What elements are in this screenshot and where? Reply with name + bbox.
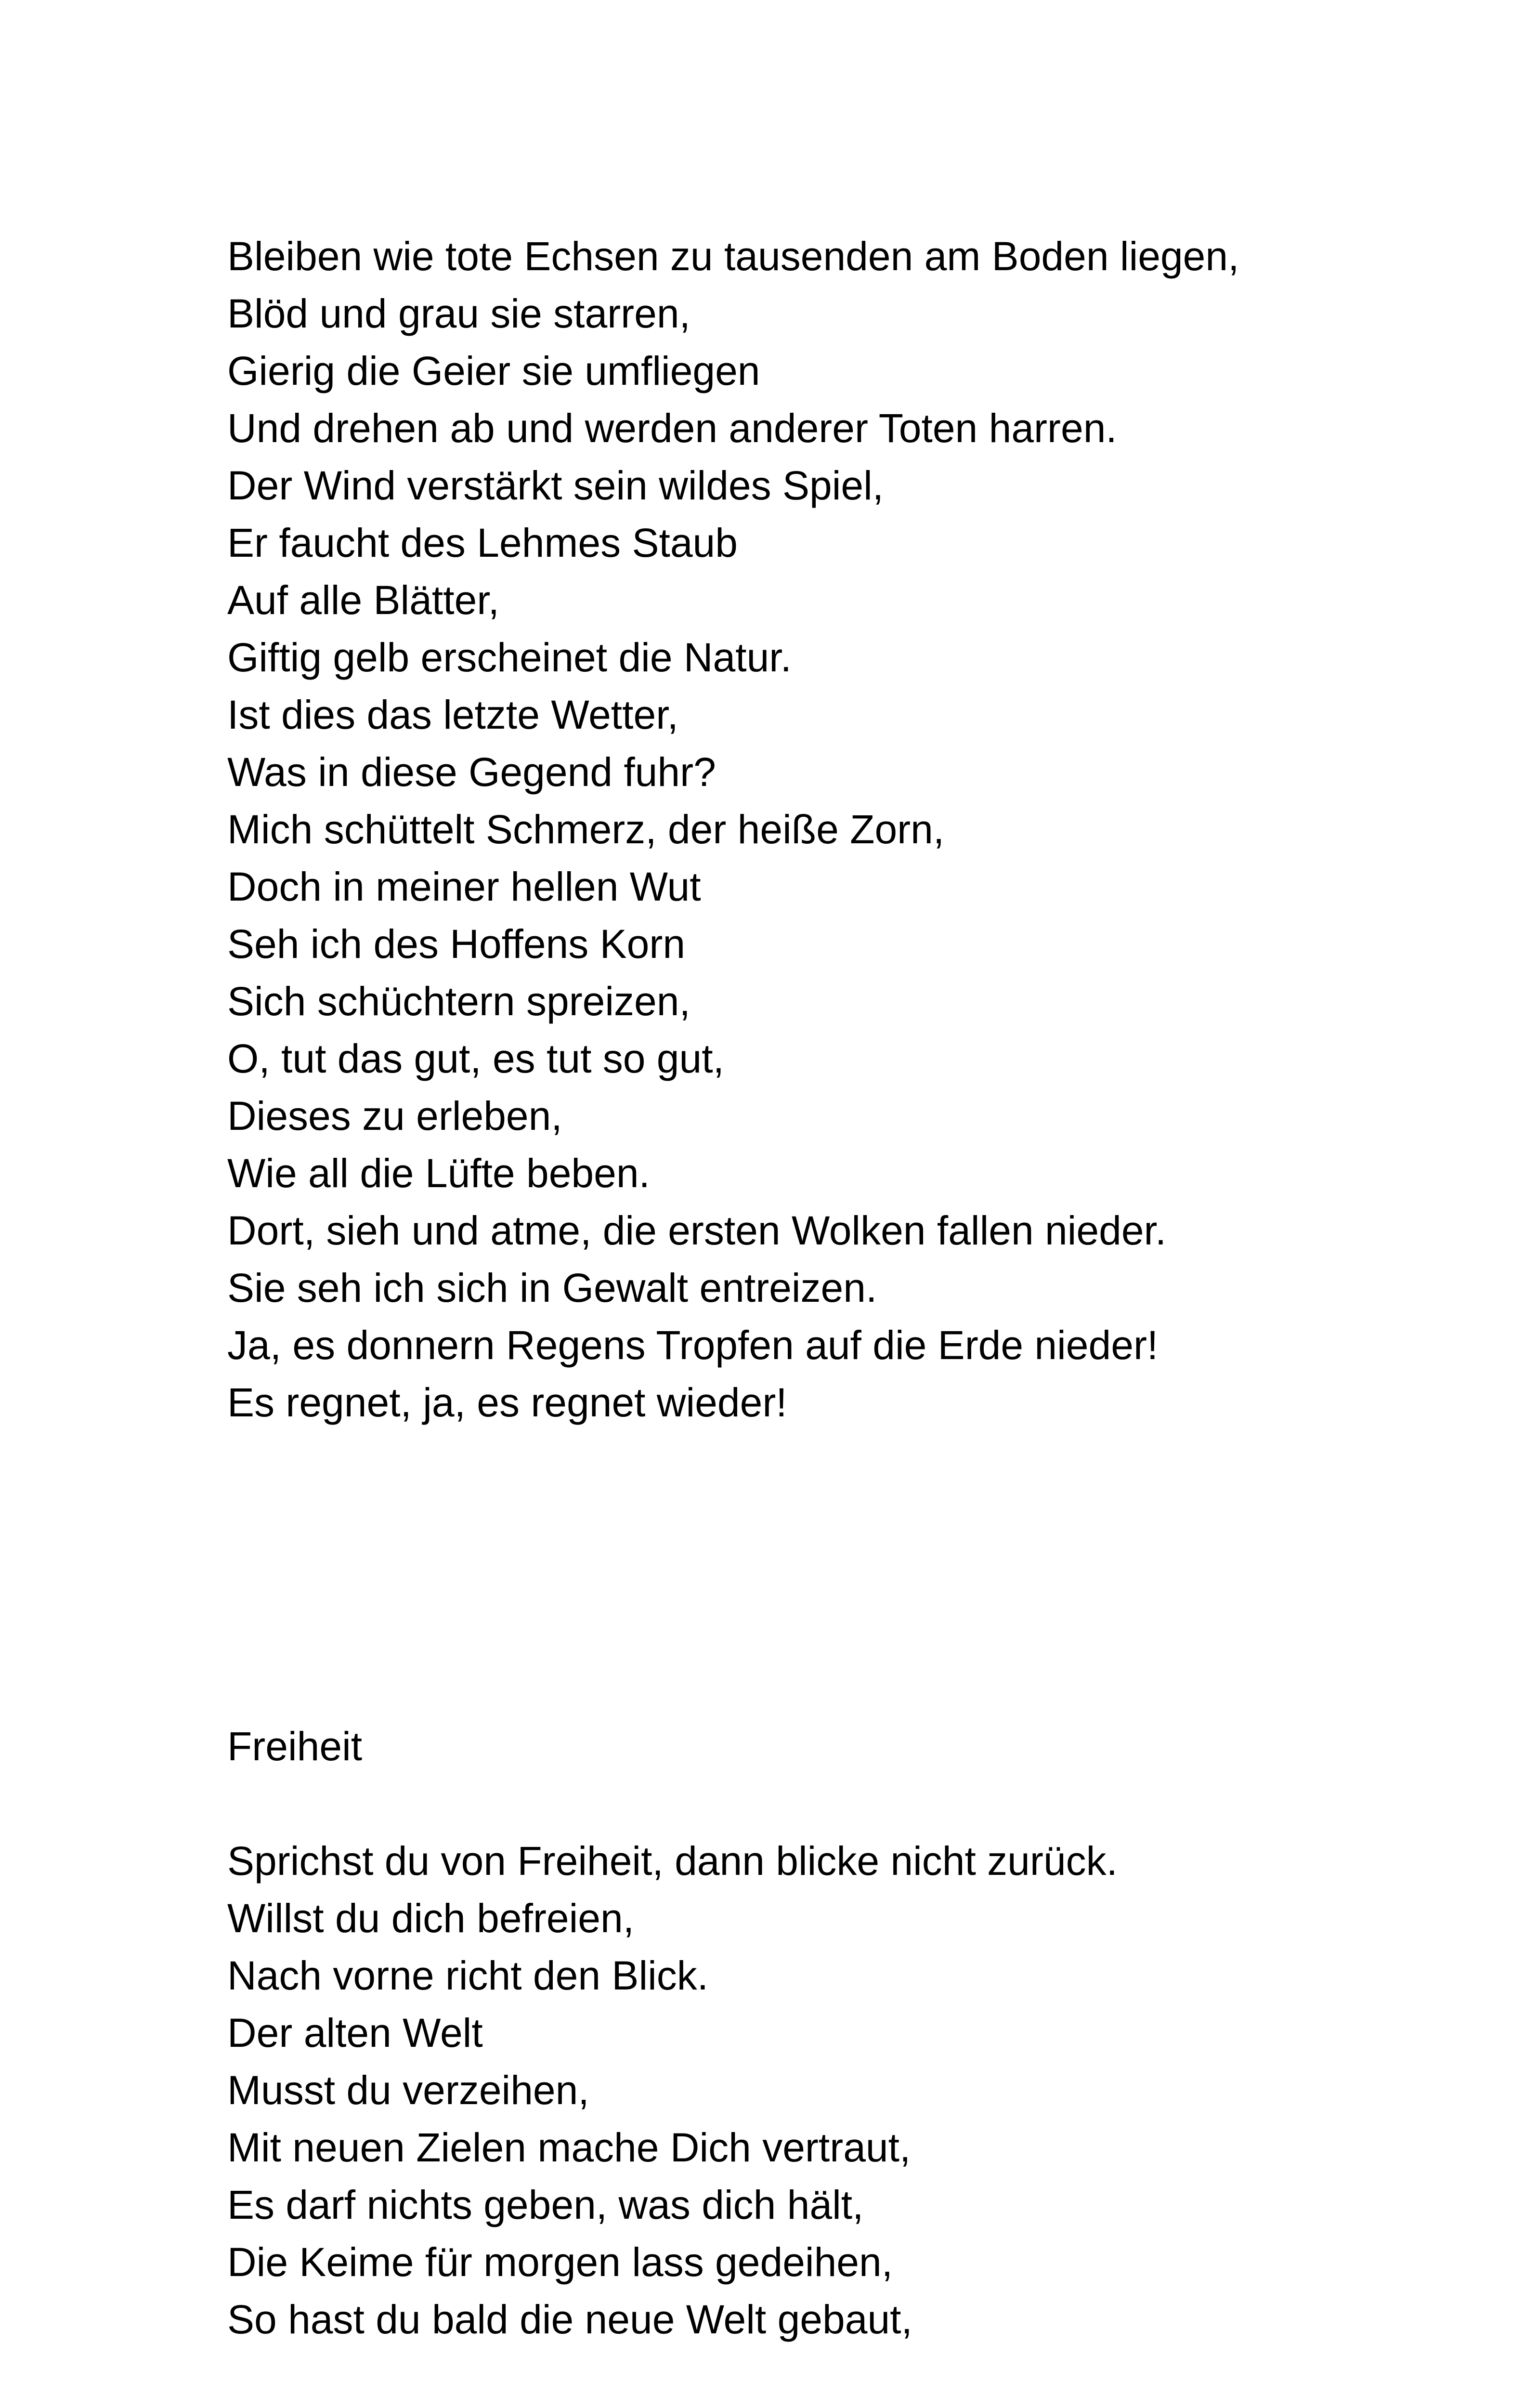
poem-line: Musst du verzeihen, xyxy=(227,2068,589,2113)
poem-line: O, tut das gut, es tut so gut, xyxy=(227,1036,724,1081)
poem-line: Wie all die Lüfte beben. xyxy=(227,1151,650,1196)
poem-line: Willst du dich befreien, xyxy=(227,1896,635,1941)
poem-line: Dort, sieh und atme, die ersten Wolken fallen nieder. xyxy=(227,1208,1167,1253)
poem-line: Blöd und grau sie starren, xyxy=(227,291,690,336)
poem-title: Freiheit xyxy=(227,1724,363,1769)
poem-line: Bleiben wie tote Echsen zu tausenden am Boden liegen, xyxy=(227,234,1239,279)
poem-line: Auf alle Blätter, xyxy=(227,577,499,623)
poem-line: Es darf nichts geben, was dich hält, xyxy=(227,2182,864,2227)
poem-line: Es regnet, ja, es regnet wieder! xyxy=(227,1380,787,1425)
poem-line: Mit neuen Zielen mache Dich vertraut, xyxy=(227,2125,911,2170)
poem-line: Sie seh ich sich in Gewalt entreizen. xyxy=(227,1265,877,1310)
poem-line: Sich schüchtern spreizen, xyxy=(227,979,690,1024)
poem-line: Nach vorne richt den Blick. xyxy=(227,1953,709,1998)
poem-line: Ja, es donnern Regens Tropfen auf die Erde nieder! xyxy=(227,1322,1159,1368)
poem-line: Sprichst du von Freiheit, dann blicke nicht zurück. xyxy=(227,1838,1118,1884)
poem-line: Was in diese Gegend fuhr? xyxy=(227,749,716,795)
poem-line: Die Keime für morgen lass gedeihen, xyxy=(227,2239,893,2285)
poem-line: Ist dies das letzte Wetter, xyxy=(227,692,678,737)
poem-line: Dieses zu erleben, xyxy=(227,1093,562,1139)
poem-line: Und drehen ab und werden anderer Toten harren. xyxy=(227,406,1117,451)
poem-line: Mich schüttelt Schmerz, der heiße Zorn, xyxy=(227,807,945,852)
poem-freiheit xyxy=(227,1832,1118,2348)
poem-line: Der alten Welt xyxy=(227,2010,483,2055)
poem-line: Doch in meiner hellen Wut xyxy=(227,864,701,909)
poem-line: So hast du bald die neue Welt gebaut, xyxy=(227,2297,912,2342)
poem-line: Der Wind verstärkt sein wildes Spiel, xyxy=(227,463,884,508)
poem-line: Giftig gelb erscheinet die Natur. xyxy=(227,635,792,680)
poem-continuation xyxy=(227,228,1239,1431)
poem-line: Seh ich des Hoffens Korn xyxy=(227,921,686,967)
poem-line: Gierig die Geier sie umfliegen xyxy=(227,348,760,393)
poem-line: Er faucht des Lehmes Staub xyxy=(227,520,738,565)
